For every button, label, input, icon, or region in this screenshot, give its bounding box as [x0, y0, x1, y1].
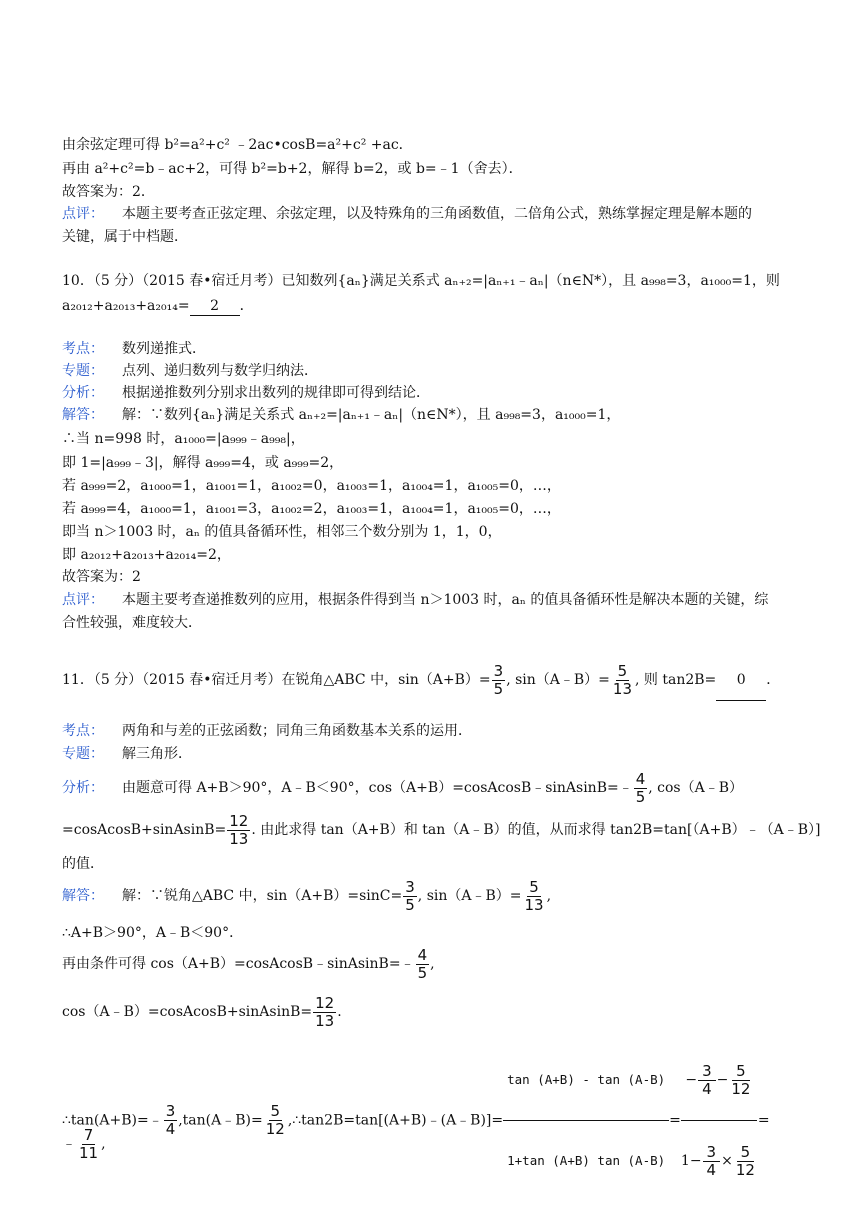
fraction: $\frac{7}{11}$ [79, 1125, 99, 1162]
q11-line-5: ∴tan(A+B)=﹣ $\frac{3}{4}$ ,tan(A﹣B)= $\frac{5}{12}$ ,∴tan2B=tan[(A+B)﹣(A﹣B)]= $\frac{\tan (A+B) - \tan (A-B)}{1+\tan (A+B) \tan (A-B)}$ = − $\frac{3}{4}$ − $\frac{5}{12}$ 1− $\frac{3}{4}$ × $\frac{5}{12}$ = [62, 1040, 770, 1201]
q11-answer-blank: 0 [716, 660, 766, 701]
q10-stem: 10．（5 分）（2015 春•宿迁月考）已知数列{aₙ}满足关系式 aₙ₊₂=|aₙ₊₁﹣aₙ|（n∈N*），且 a₉₉₈=3，a₁₀₀₀=1，则 [62, 273, 780, 289]
fraction: $\frac{3}{4}$ [165, 1102, 176, 1138]
fraction: $\frac{3}{5}$ [493, 661, 504, 698]
q10-line-5: 若 a₉₉₉=4，a₁₀₀₀=1，a₁₀₀₁=3，a₁₀₀₂=2，a₁₀₀₃=1，a₁₀₀₄=1，a₁₀₀₅=0，…， [62, 501, 561, 517]
fraction: $\frac{4}{5}$ [417, 945, 428, 982]
fraction: $\frac{5}{13}$ [524, 877, 544, 914]
fraction: $\frac{4}{5}$ [635, 769, 646, 806]
solve-b-line: 再由 a²+c²=b﹣ac+2，可得 b²=b+2，解得 b=2，或 b=﹣1（舍去）． [62, 161, 523, 177]
fraction: $\frac{12}{13}$ [229, 811, 249, 848]
tan-difference-fraction: $\frac{\tan (A+B) - \tan (A-B)}{1+\tan (A+B) \tan (A-B)}$ [503, 1040, 669, 1201]
q11-stem: 11．（5 分）（2015 春•宿迁月考）在锐角△ABC 中，sin（A+B）= $\frac{3}{5}$ , sin（A﹣B）= $\frac{5}{13}$ , 则 tan2B= 0 ． [62, 660, 780, 701]
q10-kaodian: 考点： 数列递推式． [62, 341, 206, 357]
q10-dianping: 点评： 本题主要考查递推数列的应用，根据条件得到当 n＞1003 时，aₙ 的值具备循环性是解决本题的关键，综 [62, 592, 769, 608]
q11-fenxi-2: =cosAcosB+sinAsinB= $\frac{12}{13}$ . 由此求得 tan（A+B）和 tan（A﹣B）的值，从而求得 tan2B=tan[（A+B）﹣（A﹣B）] [62, 811, 821, 848]
q10-line-2: ∴当 n=998 时，a₁₀₀₀=|a₉₉₉﹣a₉₉₈|， [62, 431, 305, 447]
q10-jieda: 解答： 解：∵数列{aₙ}满足关系式 aₙ₊₂=|aₙ₊₁﹣aₙ|（n∈N*），且 a₉₉₈=3，a₁₀₀₀=1， [62, 407, 621, 423]
q10-dianping-2: 合性较强，难度较大． [62, 615, 202, 631]
q10-line-3: 即 1=|a₉₉₉﹣3|，解得 a₉₉₉=4，或 a₉₉₉=2， [62, 455, 344, 471]
q10-zhuanti: 专题： 点列、递归数列与数学归纳法． [62, 363, 318, 379]
fraction: $\frac{12}{13}$ [315, 993, 335, 1030]
answer-line: 故答案为：2． [62, 184, 155, 200]
compound-fraction: − $\frac{3}{4}$ − $\frac{5}{12}$ 1− $\frac{3}{4}$ × $\frac{5}{12}$ [681, 1040, 758, 1201]
q11-line-3: 再由条件可得 cos（A+B）=cosAcosB﹣sinAsinB=﹣ $\frac{4}{5}$ , [62, 945, 435, 982]
q11-fenxi: 分析： 由题意可得 A+B＞90°，A﹣B＜90°，cos（A+B）=cosAcosB﹣sinAsinB=﹣ $\frac{4}{5}$ , cos（A﹣B） [62, 769, 744, 806]
q10-line-8: 故答案为：2 [62, 569, 141, 585]
q11-line-2: ∴A+B＞90°，A﹣B＜90°． [62, 925, 244, 941]
q10-line-4: 若 a₉₉₉=2，a₁₀₀₀=1，a₁₀₀₁=1，a₁₀₀₂=0，a₁₀₀₃=1，a₁₀₀₄=1，a₁₀₀₅=0，…， [62, 478, 561, 494]
q10-line-6: 即当 n＞1003 时，aₙ 的值具备循环性，相邻三个数分别为 1，1，0， [62, 524, 502, 540]
q11-fenxi-3: 的值． [62, 856, 104, 872]
q11-kaodian: 考点： 两角和与差的正弦函数；同角三角函数基本关系的运用． [62, 723, 472, 739]
q11-zhuanti: 专题： 解三角形． [62, 746, 192, 762]
fraction: $\frac{5}{13}$ [612, 661, 632, 698]
fraction: $\frac{3}{5}$ [405, 877, 415, 914]
cosine-law-line: 由余弦定理可得 b²=a²+c² ﹣2ac•cosB=a²+c² +ac． [62, 137, 413, 153]
q11-jieda: 解答： 解：∵锐角△ABC 中，sin（A+B）=sinC= $\frac{3}{5}$ , sin（A﹣B）= $\frac{5}{13}$ , [62, 877, 552, 914]
q11-line-6: ﹣ $\frac{7}{11}$ , [62, 1125, 106, 1162]
q10-line-7: 即 a₂₀₁₂+a₂₀₁₃+a₂₀₁₄=2， [62, 547, 231, 563]
comment-line-2: 关键，属于中档题． [62, 229, 188, 245]
q10-stem-2: a₂₀₁₂+a₂₀₁₃+a₂₀₁₄= 2 ． [62, 298, 254, 314]
q10-answer-blank: 2 [190, 297, 240, 316]
q11-line-4: cos（A﹣B）=cosAcosB+sinAsinB= $\frac{12}{13}$ . [62, 993, 342, 1030]
fraction: $\frac{5}{12}$ [265, 1102, 285, 1138]
comment-line: 点评： 本题主要考查正弦定理、余弦定理，以及特殊角的三角函数值，二倍角公式，熟练掌握定理是解本题的 [62, 206, 752, 222]
q10-fenxi: 分析： 根据递推数列分别求出数列的规律即可得到结论． [62, 385, 430, 401]
